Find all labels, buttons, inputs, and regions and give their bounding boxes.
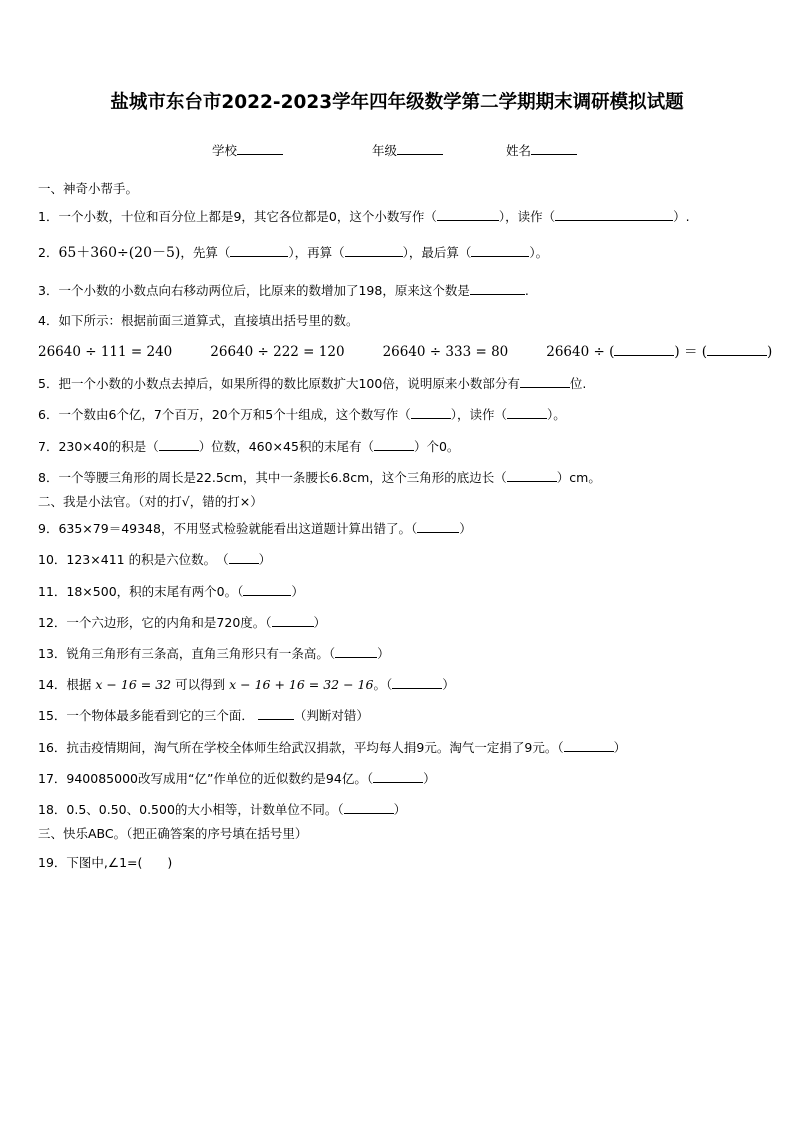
q17-number: 17． bbox=[38, 771, 67, 786]
q2-text-c: ），最后算（ bbox=[402, 245, 472, 260]
question-7 bbox=[38, 438, 459, 455]
question-15 bbox=[38, 707, 369, 724]
q19-text: 下图中,∠1=( ) bbox=[66, 855, 173, 870]
q4-expression-2: 26640 ÷ 222 = 120 bbox=[210, 344, 345, 360]
q15-answer-blank[interactable] bbox=[258, 707, 294, 720]
name-field bbox=[506, 141, 577, 159]
q6-text-a: 一个数由6个亿，7个百万，20个万和5个十组成，这个数写作（ bbox=[58, 407, 411, 422]
question-9 bbox=[38, 520, 472, 537]
q1-text-c: ）. bbox=[673, 209, 690, 224]
grade-field bbox=[372, 141, 443, 159]
q14-text-c: 。（ bbox=[373, 677, 393, 692]
q2-text-a: ，先算（ bbox=[180, 245, 231, 260]
question-3 bbox=[38, 282, 529, 299]
q13-number: 13． bbox=[38, 646, 67, 661]
q2-text-d: ）。 bbox=[529, 245, 549, 260]
question-16 bbox=[38, 739, 626, 756]
q16-number: 16． bbox=[38, 740, 67, 755]
q4-expressions: 26640 ÷ 111 = 240 26640 ÷ 222 = 120 26640 ÷ 333 = 80 26640 ÷ ( ) ＝ ( ) bbox=[38, 344, 773, 360]
q4-text: 如下所示：根据前面三道算式，直接填出括号里的数。 bbox=[58, 313, 359, 328]
q10-answer-blank[interactable] bbox=[229, 551, 259, 564]
q2-number: 2． bbox=[38, 245, 59, 260]
q14-text-a: 根据 bbox=[66, 677, 92, 692]
q14-equation-2: x − 16 + 16 = 32 − 16 bbox=[229, 677, 374, 692]
school-label: 学校 bbox=[212, 143, 238, 158]
q6-number: 6． bbox=[38, 407, 59, 422]
q4-equals: ＝ bbox=[683, 344, 698, 360]
q5-text: 把一个小数的小数点去掉后，如果所得的数比原数扩大100倍，说明原来小数部分有 bbox=[58, 376, 520, 391]
q11-answer-blank[interactable] bbox=[243, 583, 291, 596]
q2-answer-blank-2[interactable] bbox=[345, 244, 403, 257]
question-11 bbox=[38, 583, 304, 600]
q9-end: ） bbox=[459, 521, 472, 536]
q8-text-b: ）cm。 bbox=[556, 470, 601, 485]
q16-answer-blank[interactable] bbox=[564, 739, 614, 752]
q9-text: 635×79＝49348，不用竖式检验就能看出这道题计算出错了。（ bbox=[58, 521, 418, 536]
q11-end: ） bbox=[291, 584, 304, 599]
question-10 bbox=[38, 551, 271, 568]
q18-end: ） bbox=[393, 802, 407, 817]
question-14 bbox=[38, 676, 455, 693]
q12-end: ） bbox=[313, 615, 327, 630]
q7-text-c: ）个0。 bbox=[413, 439, 460, 454]
q8-text-a: 一个等腰三角形的周长是22.5cm，其中一条腰长6.8cm，这个三角形的底边长（ bbox=[58, 470, 507, 485]
q12-text: 一个六边形，它的内角和是720度。（ bbox=[66, 615, 272, 630]
name-label: 姓名 bbox=[506, 143, 532, 158]
q14-equation-1: x − 16 = 32 bbox=[95, 677, 172, 692]
q19-number: 19． bbox=[38, 855, 67, 870]
q18-text: 0.5、0.50、0.500的大小相等，计数单位不同。（ bbox=[66, 802, 344, 817]
question-1 bbox=[38, 208, 690, 225]
q4-expression-4: 26640 ÷ bbox=[546, 344, 605, 360]
q10-end: ） bbox=[258, 552, 272, 567]
q5-number: 5． bbox=[38, 376, 59, 391]
q18-number: 18． bbox=[38, 802, 67, 817]
question-19 bbox=[38, 855, 172, 871]
q7-number: 7． bbox=[38, 439, 59, 454]
q11-number: 11． bbox=[38, 584, 67, 599]
section1-heading: 一、神奇小帮手。 bbox=[38, 181, 139, 196]
q14-end: ） bbox=[442, 677, 455, 692]
section2-heading: 二、我是小法官。（对的打√，错的打×） bbox=[38, 494, 263, 509]
q2-expression: 65＋360÷(20－5) bbox=[58, 245, 181, 261]
q10-number: 10． bbox=[38, 552, 67, 567]
q17-text: 940085000改写成用“亿”作单位的近似数约是94亿。（ bbox=[66, 771, 374, 786]
q4-answer-blank-1[interactable] bbox=[614, 343, 674, 356]
q7-text-b: ）位数，460×45积的末尾有（ bbox=[198, 439, 374, 454]
q6-text-b: ），读作（ bbox=[450, 407, 507, 422]
q13-answer-blank[interactable] bbox=[335, 645, 377, 658]
q11-text: 18×500，积的末尾有两个0。（ bbox=[66, 584, 244, 599]
q3-number: 3． bbox=[38, 283, 59, 298]
question-2 bbox=[38, 244, 548, 261]
q17-end: ） bbox=[423, 771, 436, 786]
question-6 bbox=[38, 406, 566, 423]
question-18 bbox=[38, 801, 406, 818]
q15-end: （判断对错） bbox=[293, 708, 369, 723]
q9-answer-blank[interactable] bbox=[417, 520, 459, 533]
q3-answer-blank[interactable] bbox=[470, 282, 525, 295]
q15-number: 15． bbox=[38, 708, 67, 723]
question-5 bbox=[38, 375, 586, 392]
section3-heading: 三、快乐ABC。（把正确答案的序号填在括号里） bbox=[38, 826, 308, 841]
q2-text-b: ），再算（ bbox=[288, 245, 345, 260]
q5-answer-blank[interactable] bbox=[520, 375, 570, 388]
q17-answer-blank[interactable] bbox=[373, 770, 423, 783]
q14-text-b: 可以得到 bbox=[175, 677, 226, 692]
q8-answer-blank[interactable] bbox=[507, 469, 557, 482]
q5-end: 位. bbox=[569, 376, 587, 391]
q18-answer-blank[interactable] bbox=[344, 801, 394, 814]
q16-text: 抗击疫情期间，淘气所在学校全体师生给武汉捐款，平均每人捐9元。淘气一定捐了9元。（ bbox=[66, 740, 564, 755]
q13-end: ） bbox=[377, 646, 390, 661]
q2-answer-blank-3[interactable] bbox=[471, 244, 529, 257]
grade-blank[interactable] bbox=[397, 141, 443, 155]
q4-number: 4． bbox=[38, 313, 59, 328]
question-12 bbox=[38, 614, 326, 631]
q1-number: 1． bbox=[38, 209, 59, 224]
q10-text: 123×411 的积是六位数。 （ bbox=[66, 552, 229, 567]
q4-expression-1: 26640 ÷ 111 = 240 bbox=[38, 344, 173, 360]
q7-answer-blank-2[interactable] bbox=[374, 438, 414, 451]
q1-text-a: 一个小数，十位和百分位上都是9，其它各位都是0，这个小数写作（ bbox=[58, 209, 437, 224]
school-blank[interactable] bbox=[237, 141, 283, 155]
q6-answer-blank-1[interactable] bbox=[411, 406, 451, 419]
question-8 bbox=[38, 469, 601, 486]
q14-number: 14． bbox=[38, 677, 67, 692]
question-13 bbox=[38, 645, 390, 662]
q6-text-c: ）。 bbox=[546, 407, 566, 422]
page-title: 盐城市东台市2022-2023学年四年级数学第二学期期末调研模拟试题 bbox=[110, 92, 684, 113]
q1-answer-blank-1[interactable] bbox=[437, 208, 499, 221]
q6-answer-blank-2[interactable] bbox=[507, 406, 547, 419]
q4-expression-3: 26640 ÷ 333 = 80 bbox=[382, 344, 509, 360]
q4-answer-blank-2[interactable] bbox=[707, 343, 767, 356]
grade-label: 年级 bbox=[372, 143, 398, 158]
q16-end: ） bbox=[613, 740, 627, 755]
name-blank[interactable] bbox=[531, 141, 577, 155]
q8-number: 8． bbox=[38, 470, 59, 485]
q9-number: 9． bbox=[38, 521, 59, 536]
q12-answer-blank[interactable] bbox=[272, 614, 314, 627]
q1-text-b: ），读作（ bbox=[498, 209, 556, 224]
q2-answer-blank-1[interactable] bbox=[230, 244, 288, 257]
q12-number: 12． bbox=[38, 615, 67, 630]
q3-text: 一个小数的小数点向右移动两位后，比原来的数增加了198，原来这个数是 bbox=[58, 283, 470, 298]
q1-answer-blank-2[interactable] bbox=[555, 208, 673, 221]
q14-answer-blank[interactable] bbox=[392, 676, 442, 689]
school-field bbox=[212, 141, 283, 159]
q3-end: . bbox=[524, 283, 529, 298]
q15-text: 一个物体最多能看到它的三个面． bbox=[66, 708, 254, 723]
question-4 bbox=[38, 313, 358, 329]
q13-text: 锐角三角形有三条高，直角三角形只有一条高。（ bbox=[66, 646, 336, 661]
question-17 bbox=[38, 770, 436, 787]
q7-text-a: 230×40的积是（ bbox=[58, 439, 159, 454]
q7-answer-blank-1[interactable] bbox=[159, 438, 199, 451]
